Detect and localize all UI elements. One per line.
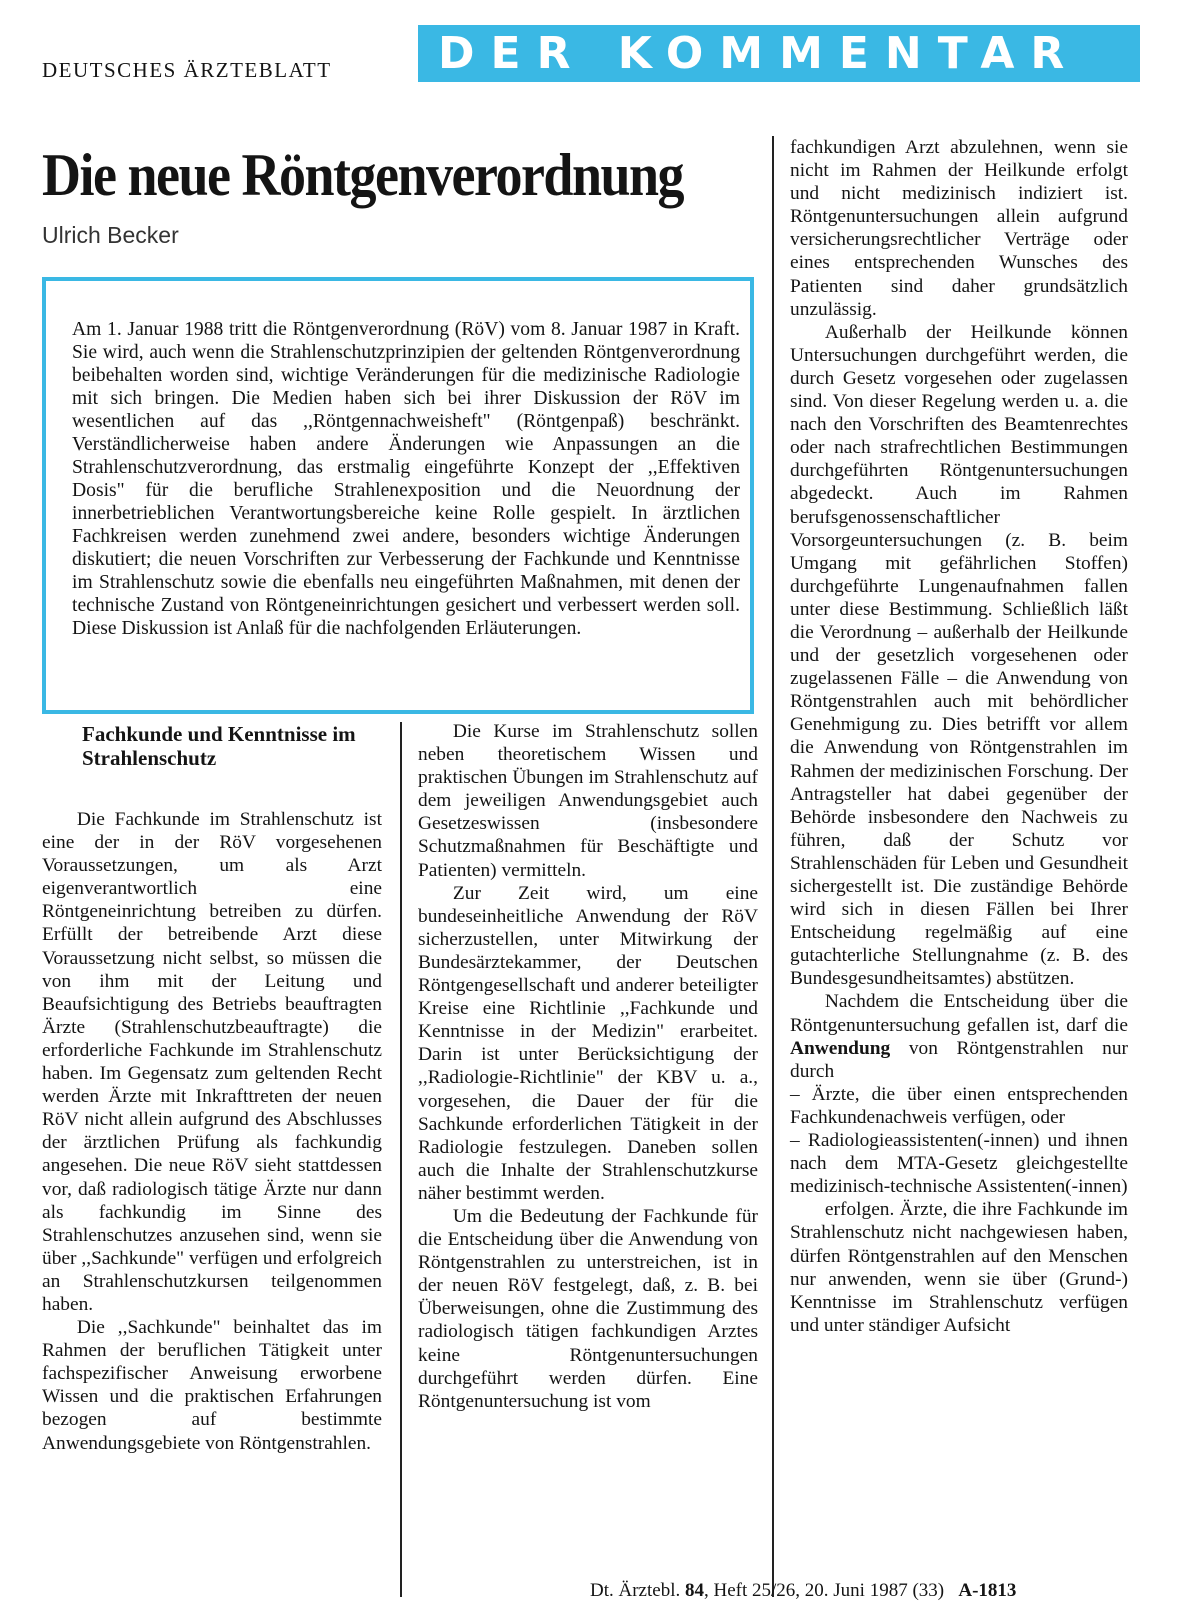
paragraph: fachkundigen Arzt abzulehnen, wenn sie nicht im Rahmen der Heilkunde erfolgt und nicht medizinisch indiziert ist. Röntgenuntersuchungen allein aufgrund versicherungsrechtlicher Verträge oder eines entsprechenden Wunsches des Patienten sind daher grundsätzlich unzulässig.: [790, 137, 1128, 320]
volume-number: 84: [684, 1580, 704, 1601]
page-number: A-1813: [958, 1580, 1017, 1601]
column-divider: [772, 136, 774, 1597]
article-author: Ulrich Becker: [42, 222, 179, 248]
paragraph: Um die Bedeutung der Fachkunde für die Entscheidung über die Anwendung von Röntgenstrahlen zu unterstreichen, ist in der neuen RöV festgelegt, daß, z. B. bei Überweisungen, ohne die Zustimmung des radiologisch tätigen fachkundigen Arztes keine Röntgenuntersuchungen durchgeführt werden dürfen. Eine Röntgenuntersuchung ist vom: [418, 1205, 758, 1412]
text-run: von Röntgenstrahlen nur durch: [790, 1037, 1128, 1082]
journal-name: DEUTSCHES ÄRZTEBLATT: [42, 58, 332, 82]
abstract-text: Am 1. Januar 1988 tritt die Röntgenverordnung (RöV) vom 8. Januar 1987 in Kraft. Sie wird, auch wenn die Strahlenschutzprinzipien der geltenden Röntgenverordnung beibehalten worden sind, wichtige Veränderungen für die medizinische Radiologie mit sich bringen. Die Medien haben sich bei ihrer Diskussion der RöV im wesentlichen auf das ,,Röntgennachweisheft" (Röntgenpaß) beschränkt. Verständlicherweise haben andere Änderungen wie Anpassungen an die Strahlenschutzverordnung, das erstmalig eingeführte Konzept der ,,Effektiven Dosis" für die berufliche Strahlenexposition und die Neuordnung der innerbetrieblichen Verantwortungsbereiche keine Rolle gespielt. In ärztlichen Fachkreisen werden zunehmend zwei andere, besonders wichtige Änderungen diskutiert; die neuen Vorschriften zur Verbesserung der Fachkunde und Kenntnisse im Strahlenschutz sowie die ebenfalls neu eingeführten Maßnahmen, mit denen der technische Zustand von Röntgeneinrichtungen gesichert und verbessert werden soll. Diese Diskussion ist Anlaß für die nachfolgenden Erläuterungen.: [72, 319, 740, 639]
paragraph: Außerhalb der Heilkunde können Untersuchungen durchgeführt werden, die durch Gesetz vorgesehen oder zugelassen sind. Von dieser Regelung werden u. a. die nach den Vorschriften des Beamtenrechtes oder nach strafrechtlichen Bestimmungen durchgeführten Röntgenuntersuchungen abgedeckt. Auch im Rahmen berufsgenossenschaftlicher Vorsorgeuntersuchungen (z. B. beim Umgang mit gefährlichen Stoffen) durchgeführte Lungenaufnahmen fallen unter diese Bestimmung. Schließlich läßt die Verordnung – außerhalb der Heilkunde und der gesetzlich vorgesehenen oder zugelassenen Fälle – die Anwendung von Röntgenstrahlen auch mit behördlicher Genehmigung zu. Dies betrifft vor allem die Anwendung von Röntgenstrahlen im Rahmen der medizinischen Forschung. Der Antragsteller hat dabei gegenüber der Behörde insbesondere den Nachweis zu führen, daß der Schutz vor Strahlenschäden für Leben und Gesundheit sichergestellt ist. Die zuständige Behörde wird sich in diesen Fällen bei Ihrer Entscheidung regelmäßig auf eine gutachterliche Stellungnahme (z. B. des Bundesgesundheitsamtes) abstützen.: [790, 321, 1128, 990]
paragraph: Die Fachkunde im Strahlenschutz ist eine der in der RöV vorgesehenen Voraussetzungen, um als Arzt eigenverantwortlich eine Röntgeneinrichtung betreiben zu dürfen. Erfüllt der betreibende Arzt diese Voraussetzung nicht selbst, so müssen die von ihm mit der Leitung und Beaufsichtigung des Betriebs beauftragten Ärzte (Strahlenschutzbeauftragte) die erforderliche Fachkunde im Strahlenschutz haben. Im Gegensatz zum geltenden Recht werden Ärzte mit Inkrafttreten der neuen RöV nicht allein aufgrund des Abschlusses der ärztlichen Prüfung als fachkundig angesehen. Die neue RöV sieht stattdessen vor, daß radiologisch tätige Ärzte nur dann als fachkundig im Sinne des Strahlenschutzes anzusehen sind, wenn sie über ,,Sachkunde" verfügen und erfolgreich an Strahlenschutzkursen teilgenommen haben.: [42, 809, 382, 1315]
column-middle: [418, 720, 758, 1413]
section-banner-text: DER KOMMENTAR: [438, 28, 1081, 79]
article-title: Die neue Röntgenverordnung: [42, 141, 684, 209]
citation-prefix: Dt. Ärztebl.: [590, 1580, 681, 1601]
column-right: [790, 136, 1128, 1337]
paragraph: Zur Zeit wird, um eine bundeseinheitliche Anwendung der RöV sicherzustellen, unter Mitwirkung der Bundesärztekammer, der Deutschen Röntgengesellschaft und anderer beteiligter Kreise eine Richtlinie ,,Fachkunde und Kenntnisse in der Medizin" erarbeitet. Darin ist unter Berücksichtigung der ,,Radiologie-Richtlinie" der KBV u. a., vorgesehen, die Dauer der für die Sachkunde erforderlichen Tätigkeit in der Radiologie festzulegen. Daneben sollen auch die Inhalte der Strahlenschutzkurse näher bestimmt werden.: [418, 882, 758, 1204]
issue-info: , Heft 25/26, 20. Juni 1987 (33): [703, 1580, 945, 1601]
emphasis: Anwendung: [790, 1037, 891, 1059]
section-banner: [418, 25, 1140, 82]
paragraph: Die Kurse im Strahlenschutz sollen neben theoretischem Wissen und praktischen Übungen im Strahlenschutz auf dem jeweiligen Anwendungsgebiet auch Gesetzeswissen (insbesondere Schutzmaßnahmen für Beschäftigte und Patienten) vermitteln.: [418, 721, 758, 881]
list-item: – Ärzte, die über einen entsprechenden Fachkundenachweis verfügen, oder: [790, 1083, 1128, 1128]
abstract-box: [42, 277, 754, 714]
column-divider: [400, 722, 402, 1597]
paragraph: Die ,,Sachkunde" beinhaltet das im Rahmen der beruflichen Tätigkeit unter fachspezifischer Anweisung erworbene Wissen und die praktischen Erfahrungen bezogen auf bestimmte Anwendungsgebiete von Röntgenstrahlen.: [42, 1317, 382, 1454]
section-heading: Fachkunde und Kenntnisse im Strahlenschutz: [82, 722, 356, 770]
list-item: – Radiologieassistenten(-innen) und ihnen nach dem MTA-Gesetz gleichgestellte medizinisch-technische Assistenten(-innen): [790, 1130, 1128, 1198]
paragraph: erfolgen. Ärzte, die ihre Fachkunde im Strahlenschutz nicht nachgewiesen haben, dürfen Röntgenstrahlen auf den Menschen nur anwenden, wenn sie über (Grund-) Kenntnisse im Strahlenschutz verfügen und unter ständiger Aufsicht: [790, 1199, 1128, 1336]
text-run: Nachdem die Entscheidung über die Röntgenuntersuchung gefallen ist, darf die: [790, 991, 1128, 1036]
column-left: [42, 808, 382, 1455]
page-footer: [590, 1580, 1016, 1602]
paragraph: [790, 990, 1128, 1082]
